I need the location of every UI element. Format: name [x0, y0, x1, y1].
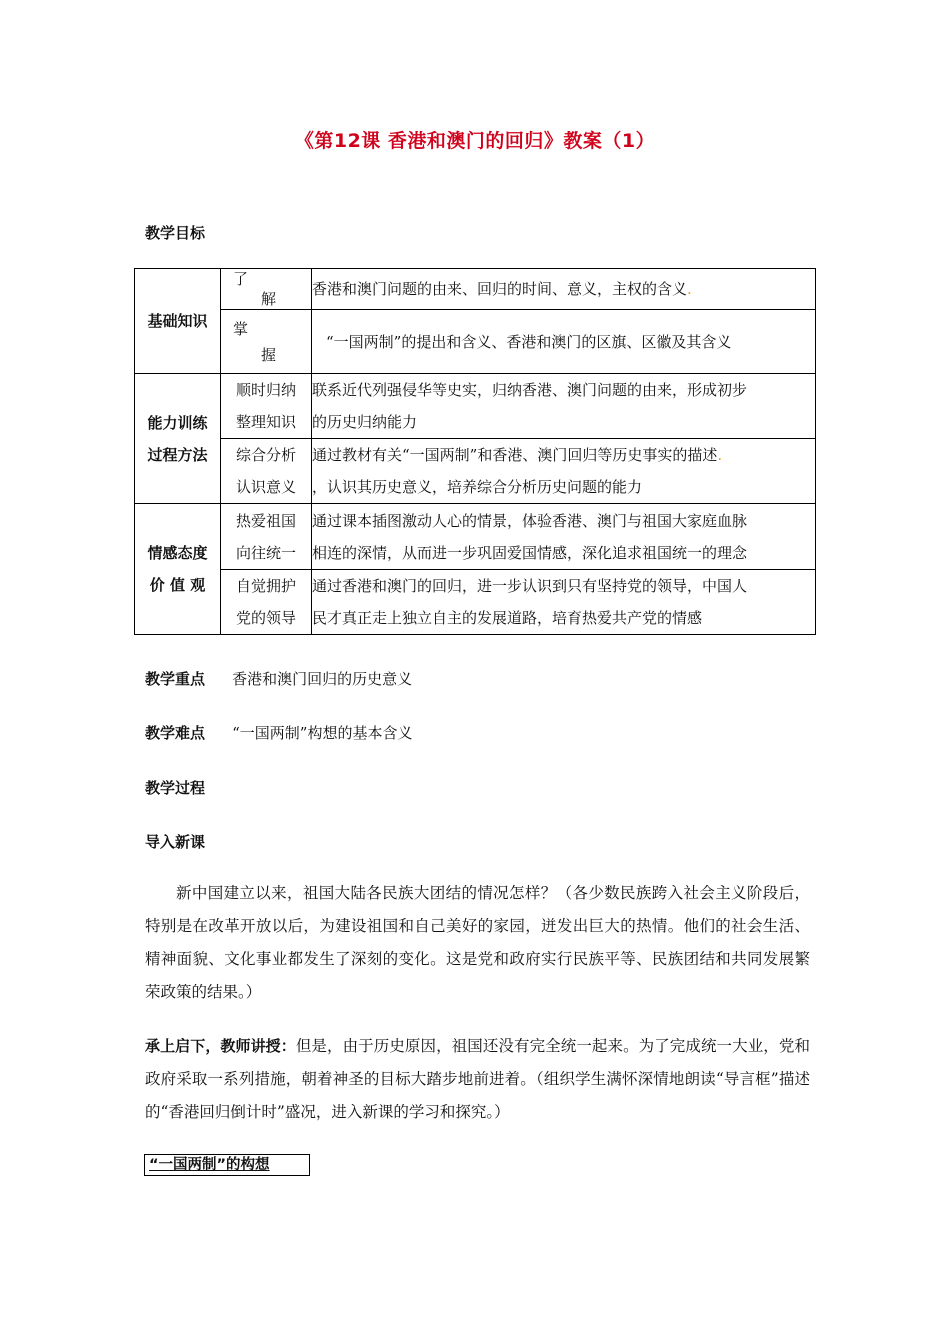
sub-cell: 掌 握 — [221, 310, 312, 374]
section-heading: “一国两制”的构想 — [144, 1154, 310, 1176]
intro-heading: 导入新课 — [145, 833, 206, 851]
key-point — [145, 668, 412, 689]
difficult-point-text: “一国两制”构想的基本含义 — [232, 724, 413, 742]
page-title: 《第12课 香港和澳门的回归》教案（1） — [294, 130, 656, 152]
table-row — [135, 570, 816, 635]
desc-cell: 通过教材有关“一国两制”和香港、澳门回归等历史事实的描述. ，认识其历史意义，培养综合分析历史问题的能力 — [312, 439, 816, 504]
table-row — [135, 310, 816, 374]
table-row — [135, 504, 816, 570]
sub-cell: 热爱祖国 向往统一 — [221, 504, 312, 570]
category-basic: 基础知识 — [135, 269, 221, 374]
sub-cell: 自觉拥护 党的领导 — [221, 570, 312, 635]
table-row — [135, 439, 816, 504]
difficult-point-label: 教学难点 — [145, 724, 206, 742]
desc-cell: 联系近代列强侵华等史实，归纳香港、澳门问题的由来，形成初步 的历史归纳能力 — [312, 374, 816, 439]
table-row — [135, 374, 816, 439]
sub-cell: 综合分析 认识意义 — [221, 439, 312, 504]
key-point-label: 教学重点 — [145, 670, 206, 688]
objectives-heading: 教学目标 — [145, 224, 206, 242]
desc-cell: 香港和澳门问题的由来、回归的时间、意义，主权的含义. — [312, 269, 816, 310]
key-point-text: 香港和澳门回归的历史意义 — [232, 670, 413, 688]
intro-paragraph: 新中国建立以来，祖国大陆各民族大团结的情况怎样？（各少数民族跨入社会主义阶段后，特别是在改革开放以后，为建设祖国和自己美好的家园，迸发出巨大的热情。他们的社会生活、精神面貌、文化事业都发生了深刻的变化。这是党和政府实行民族平等、民族团结和共同发展繁荣政策的结果。） — [145, 884, 810, 1001]
objectives-table — [134, 268, 816, 635]
transition-paragraph — [145, 1030, 810, 1129]
desc-cell: “一国两制”的提出和含义、香港和澳门的区旗、区徽及其含义 — [312, 310, 816, 374]
difficult-point — [145, 722, 412, 743]
table-row — [135, 269, 816, 310]
sub-cell: 了 解 — [221, 269, 312, 310]
transition-label: 承上启下，教师讲授： — [145, 1037, 296, 1055]
transition-text: 但是，由于历史原因，祖国还没有完全统一起来。为了完成统一大业，党和政府采取一系列措施，朝着神圣的目标大踏步地前进着。（组织学生满怀深情地朗读“导言框”描述的“香港回归倒计时”盛况，进入新课的学习和探究。） — [145, 1037, 810, 1121]
desc-cell: 通过课本插图激动人心的情景，体验香港、澳门与祖国大家庭血脉 相连的深情，从而进一步巩固爱国情感，深化追求祖国统一的理念 — [312, 504, 816, 570]
category-ability: 能力训练 过程方法 — [135, 374, 221, 504]
desc-cell: 通过香港和澳门的回归，进一步认识到只有坚持党的领导，中国人 民才真正走上独立自主的发展道路，培育热爱共产党的情感 — [312, 570, 816, 635]
process-heading: 教学过程 — [145, 779, 206, 797]
category-emotion: 情感态度 价 值 观 — [135, 504, 221, 635]
sub-cell: 顺时归纳 整理知识 — [221, 374, 312, 439]
